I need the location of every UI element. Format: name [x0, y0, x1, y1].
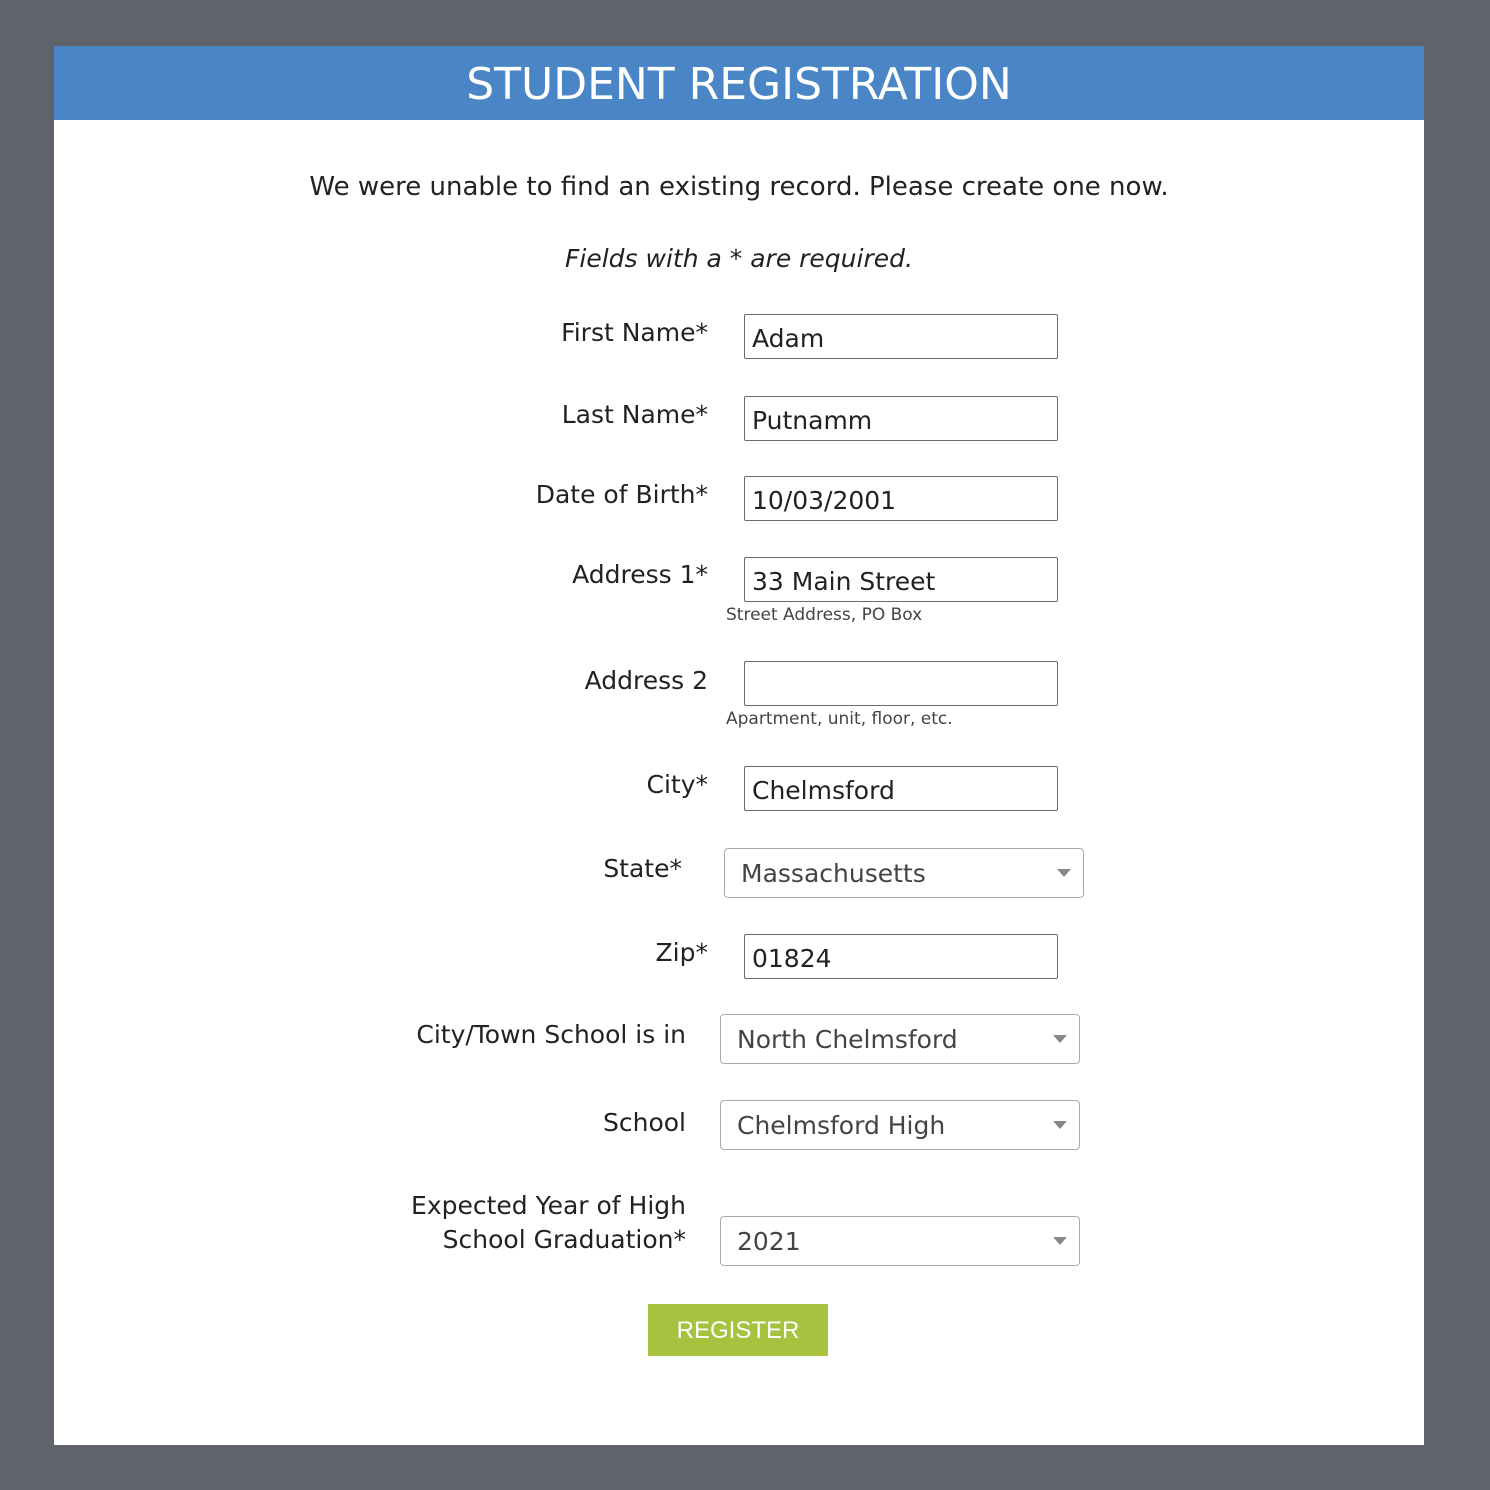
- dob-label: Date of Birth*: [535, 480, 708, 509]
- last-name-input[interactable]: [744, 396, 1058, 441]
- school-town-label: City/Town School is in: [416, 1020, 686, 1049]
- zip-input[interactable]: [744, 934, 1058, 979]
- grad-year-label: Expected Year of High School Graduation*: [411, 1191, 686, 1254]
- page-title: STUDENT REGISTRATION: [54, 46, 1424, 120]
- school-town-select[interactable]: [720, 1014, 1080, 1064]
- school-select-value: Chelmsford High: [737, 1111, 946, 1140]
- address1-hint: Street Address, PO Box: [726, 605, 923, 625]
- last-name-label: Last Name*: [561, 400, 708, 429]
- state-select[interactable]: [724, 848, 1084, 898]
- school-town-select-value: North Chelmsford: [737, 1025, 958, 1054]
- grad-year-select-value: 2021: [737, 1227, 801, 1256]
- zip-label: Zip*: [655, 938, 708, 967]
- address1-label: Address 1*: [572, 560, 708, 589]
- school-select[interactable]: [720, 1100, 1080, 1150]
- chevron-down-icon: [1053, 1121, 1067, 1129]
- required-fields-note: Fields with a * are required.: [565, 244, 913, 273]
- grad-year-select[interactable]: [720, 1216, 1080, 1266]
- chevron-down-icon: [1057, 869, 1071, 877]
- intro-message: We were unable to find an existing record. Please create one now.: [309, 172, 1169, 202]
- chevron-down-icon: [1053, 1035, 1067, 1043]
- address2-input[interactable]: [744, 661, 1058, 706]
- school-label: School: [603, 1108, 686, 1137]
- register-button[interactable]: REGISTER: [648, 1304, 828, 1356]
- first-name-input[interactable]: [744, 314, 1058, 359]
- chevron-down-icon: [1053, 1237, 1067, 1245]
- state-label: State*: [603, 854, 682, 883]
- address2-hint: Apartment, unit, floor, etc.: [726, 709, 953, 729]
- first-name-label: First Name*: [561, 318, 708, 347]
- address1-input[interactable]: [744, 557, 1058, 602]
- city-input[interactable]: [744, 766, 1058, 811]
- dob-input[interactable]: [744, 476, 1058, 521]
- address2-label: Address 2: [584, 666, 708, 695]
- registration-card: [54, 46, 1424, 1445]
- city-label: City*: [646, 770, 708, 799]
- state-select-value: Massachusetts: [741, 859, 926, 888]
